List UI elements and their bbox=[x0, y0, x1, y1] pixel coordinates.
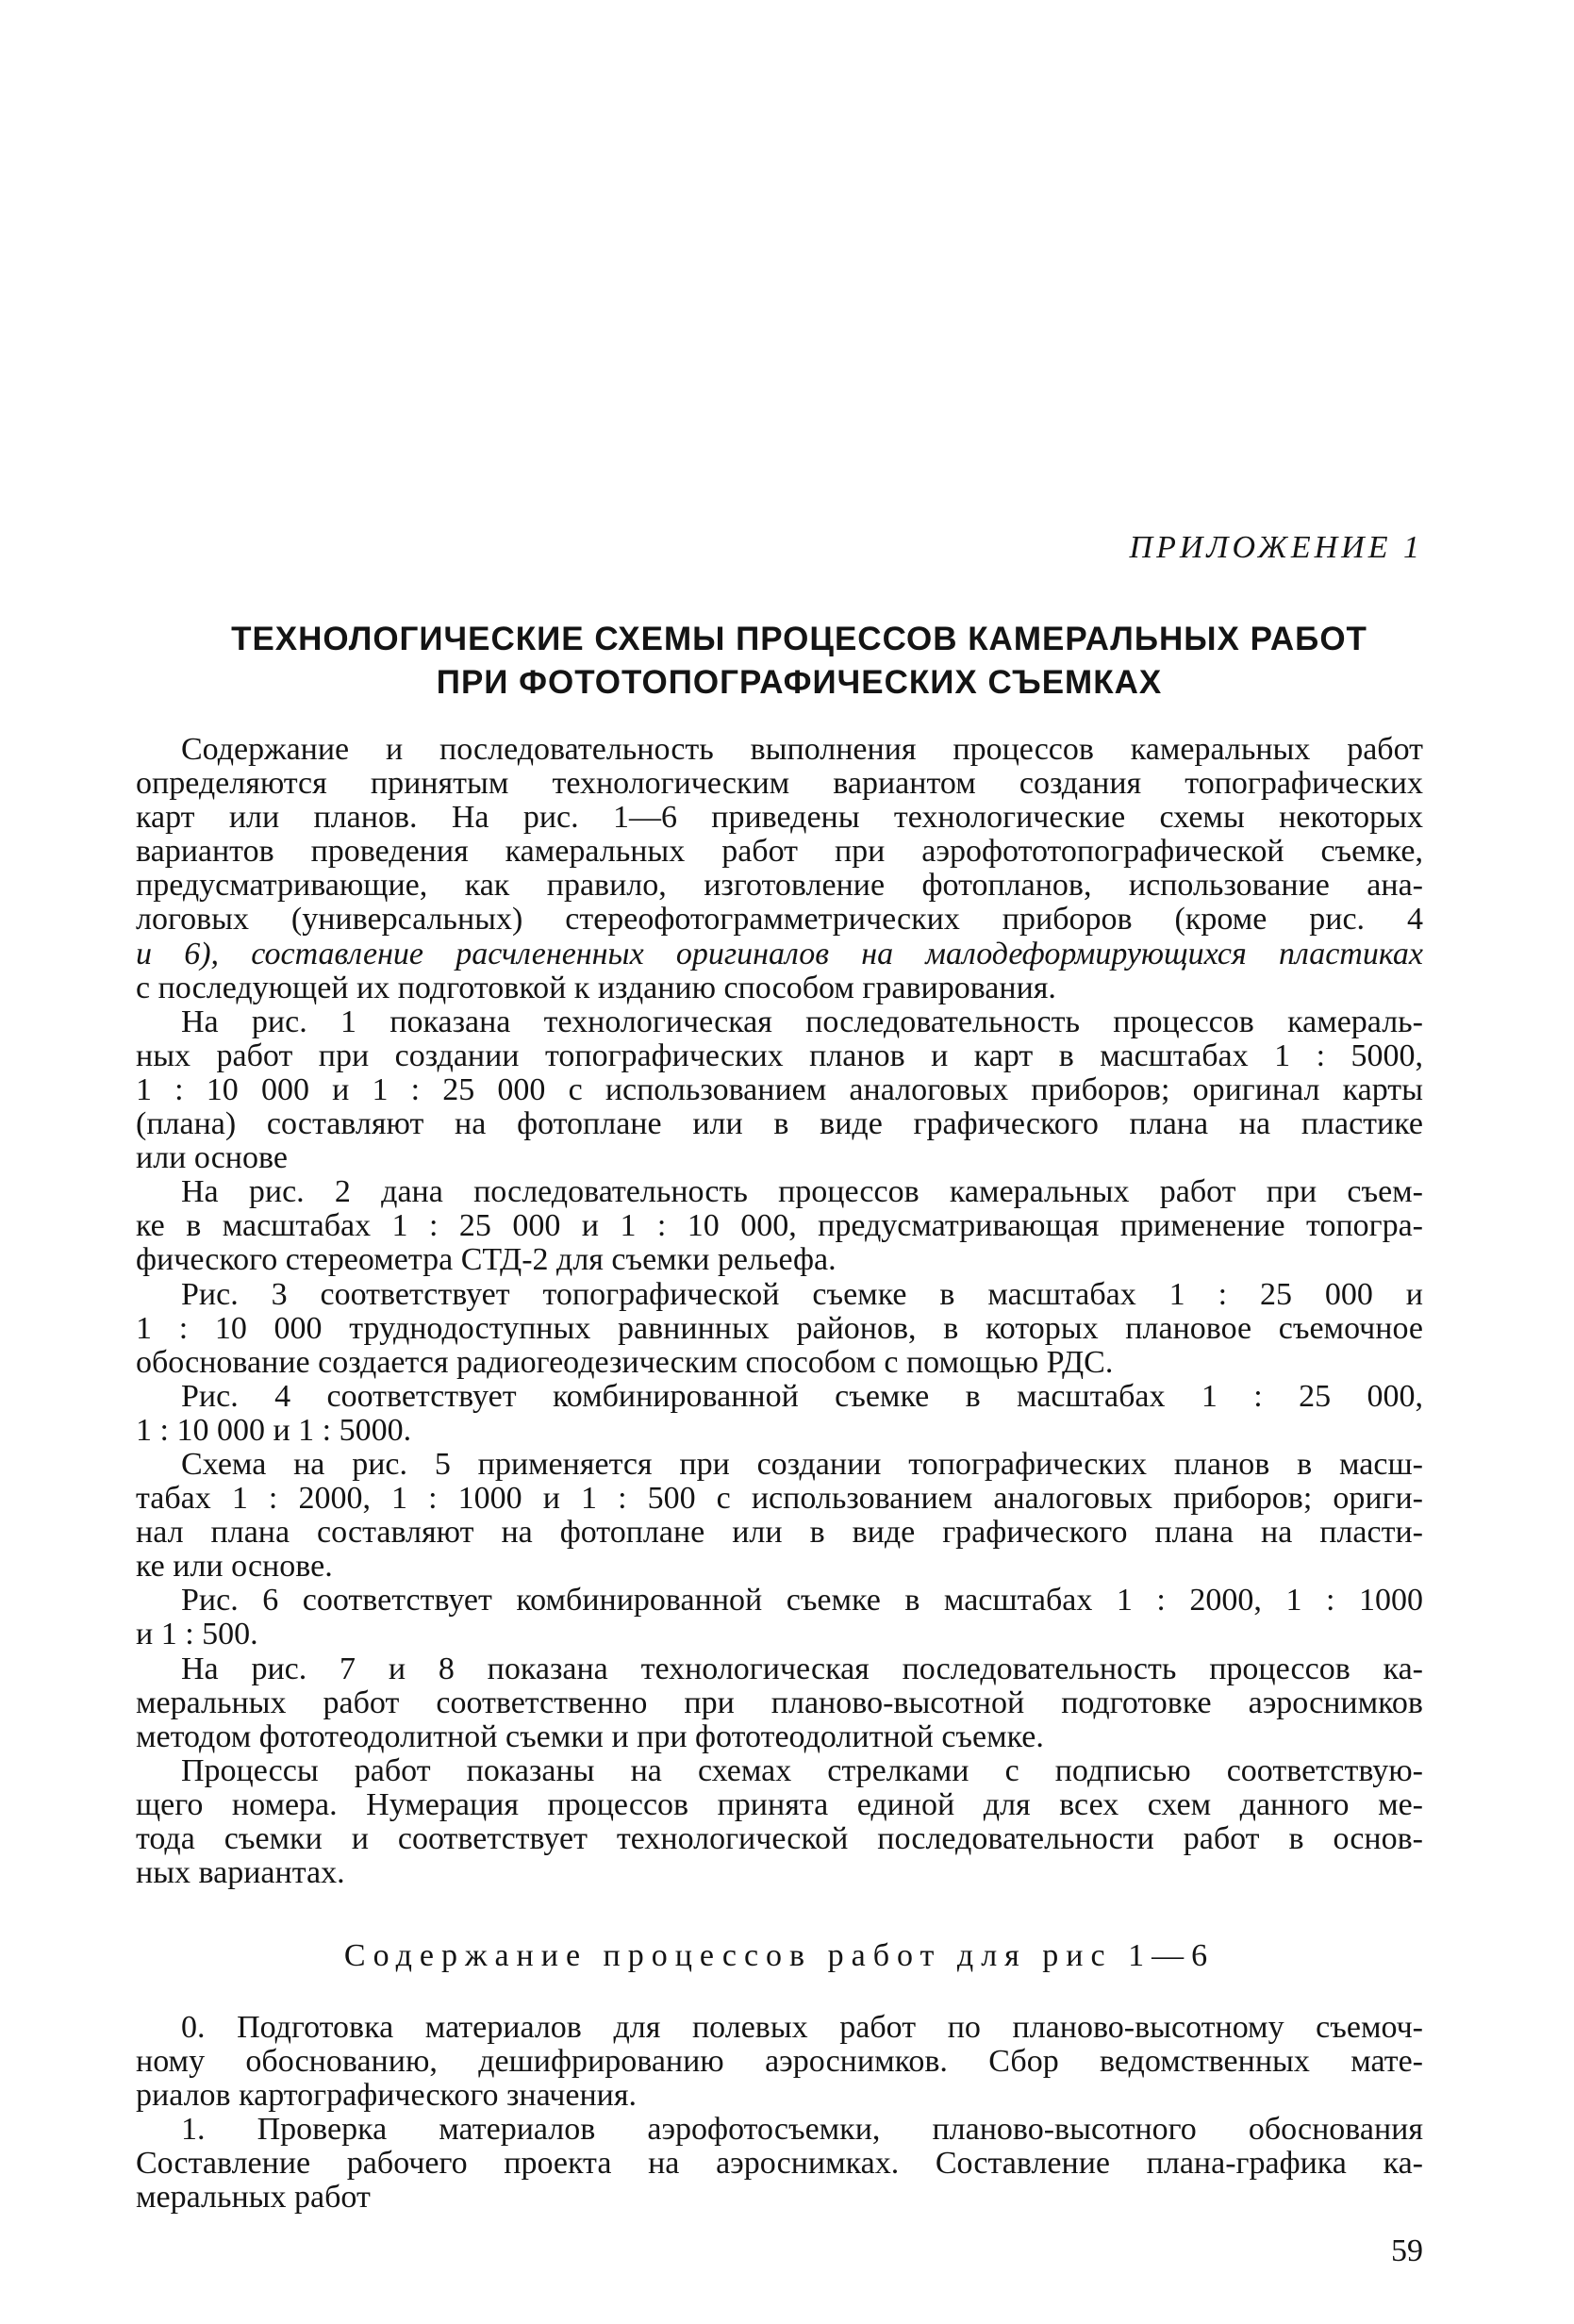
process-list bbox=[136, 2011, 1423, 2216]
page-title bbox=[141, 618, 1457, 705]
text-line: фического стереометра СТД-2 для съемки рельефа. bbox=[136, 1242, 837, 1278]
text-line: 1 : 10 000 и 1 : 25 000 с использованием аналоговых приборов; оригинал карты bbox=[136, 1071, 1423, 1107]
text-line: Рис. 3 соответствует топографической съемке в масштабах 1 : 25 000 и bbox=[181, 1276, 1423, 1312]
text-line: ке в масштабах 1 : 25 000 и 1 : 10 000, предусматривающая применение топогра- bbox=[136, 1208, 1423, 1244]
text-line: На рис. 1 показана технологическая последовательность процессов камераль- bbox=[181, 1004, 1423, 1039]
process-item bbox=[136, 2113, 1423, 2215]
text-line: щего номера. Нумерация процессов принята единой для всех схем данного ме- bbox=[136, 1786, 1423, 1822]
text-line: и 1 : 500. bbox=[136, 1617, 258, 1652]
text-line: меральных работ bbox=[136, 2180, 371, 2216]
text-line: риалов картографического значения. bbox=[136, 2078, 638, 2114]
text-line: ных работ при создании топографических планов и карт в масштабах 1 : 5000, bbox=[136, 1038, 1423, 1073]
page-title-line: ПРИ ФОТОТОПОГРАФИЧЕСКИХ СЪЕМКАХ bbox=[436, 664, 1163, 701]
text-line: Составление рабочего проекта на аэроснимках. Составление плана-графика ка- bbox=[136, 2146, 1423, 2182]
main-text bbox=[136, 733, 1423, 1890]
text-line: методом фототеодолитной съемки и при фототеодолитной съемке. bbox=[136, 1718, 1044, 1754]
text-line: предусматривающие, как правило, изготовление фотопланов, использование ана- bbox=[136, 868, 1423, 904]
paragraph bbox=[136, 1005, 1423, 1175]
text-line: Процессы работ показаны на схемах стрелками с подписью соответствую- bbox=[181, 1752, 1423, 1788]
paragraph bbox=[136, 733, 1423, 1005]
text-line: ному обоснованию, дешифрированию аэроснимков. Сбор ведомственных мате- bbox=[136, 2044, 1423, 2080]
page-number: 59 bbox=[1391, 2233, 1423, 2268]
paragraph bbox=[136, 1278, 1423, 1380]
paragraph bbox=[136, 1754, 1423, 1890]
paragraph bbox=[136, 1448, 1423, 1584]
text-line: обоснование создается радиогеодезическим способом с помощью РДС. bbox=[136, 1344, 1114, 1380]
text-line: логовых (универсальных) стереофотограмметрических приборов (кроме рис. 4 bbox=[136, 902, 1423, 938]
text-line: тода съемки и соответствует технологической последовательности работ в основ- bbox=[136, 1821, 1423, 1856]
text-line: Рис. 4 соответствует комбинированной съемке в масштабах 1 : 25 000, bbox=[181, 1378, 1423, 1414]
text-line: Рис. 6 соответствует комбинированной съемке в масштабах 1 : 2000, 1 : 1000 bbox=[181, 1583, 1423, 1618]
text-line: 1 : 10 000 труднодоступных равнинных районов, в которых плановое съемочное bbox=[136, 1310, 1423, 1346]
paragraph bbox=[136, 1175, 1423, 1277]
text-line: Содержание и последовательность выполнения процессов камеральных работ bbox=[181, 732, 1423, 767]
text-line: с последующей их подготовкой к изданию способом гравирования. bbox=[136, 970, 1056, 1005]
page-title-line: ТЕХНОЛОГИЧЕСКИЕ СХЕМЫ ПРОЦЕССОВ КАМЕРАЛЬНЫХ РАБОТ bbox=[231, 621, 1367, 657]
text-line: меральных работ соответственно при планово-высотной подготовке аэроснимков bbox=[136, 1685, 1423, 1720]
process-item bbox=[136, 2011, 1423, 2113]
paragraph bbox=[136, 1380, 1423, 1448]
text-line: (плана) составляют на фотоплане или в виде графического плана на пластике bbox=[136, 1106, 1423, 1142]
text-line: нал плана составляют на фотоплане или в виде графического плана на пласти- bbox=[136, 1515, 1423, 1551]
text-line: На рис. 7 и 8 показана технологическая последовательность процессов ка- bbox=[181, 1651, 1423, 1686]
text-line: 1 : 10 000 и 1 : 5000. bbox=[136, 1412, 412, 1448]
text-line: 1. Проверка материалов аэрофотосъемки, планово-высотного обоснования bbox=[181, 2112, 1423, 2148]
text-line: 0. Подготовка материалов для полевых работ по планово-высотному съемоч- bbox=[181, 2010, 1423, 2045]
section-heading: Содержание процессов работ для рис 1—6 bbox=[343, 1938, 1216, 1973]
text-line: вариантов проведения камеральных работ при аэрофототопографической съемке, bbox=[136, 834, 1423, 870]
text-line: На рис. 2 дана последовательность процессов камеральных работ при съем- bbox=[181, 1174, 1423, 1210]
paragraph bbox=[136, 1584, 1423, 1652]
text-line: табах 1 : 2000, 1 : 1000 и 1 : 500 с использованием аналоговых приборов; ориги- bbox=[136, 1481, 1423, 1517]
text-line: карт или планов. На рис. 1—6 приведены технологические схемы некоторых bbox=[136, 800, 1423, 836]
paragraph bbox=[136, 1652, 1423, 1754]
text-line: определяются принятым технологическим вариантом создания топографических bbox=[136, 766, 1423, 802]
text-line: или основе bbox=[136, 1140, 288, 1176]
text-line: и 6), составление расчлененных оригиналов на малодеформирующихся пластиках bbox=[136, 936, 1423, 971]
text-line: ке или основе. bbox=[136, 1549, 333, 1585]
text-line: ных вариантах. bbox=[136, 1855, 345, 1891]
appendix-label: ПРИЛОЖЕНИЕ 1 bbox=[1129, 530, 1423, 565]
text-line: Схема на рис. 5 применяется при создании топографических планов в масш- bbox=[181, 1446, 1423, 1482]
